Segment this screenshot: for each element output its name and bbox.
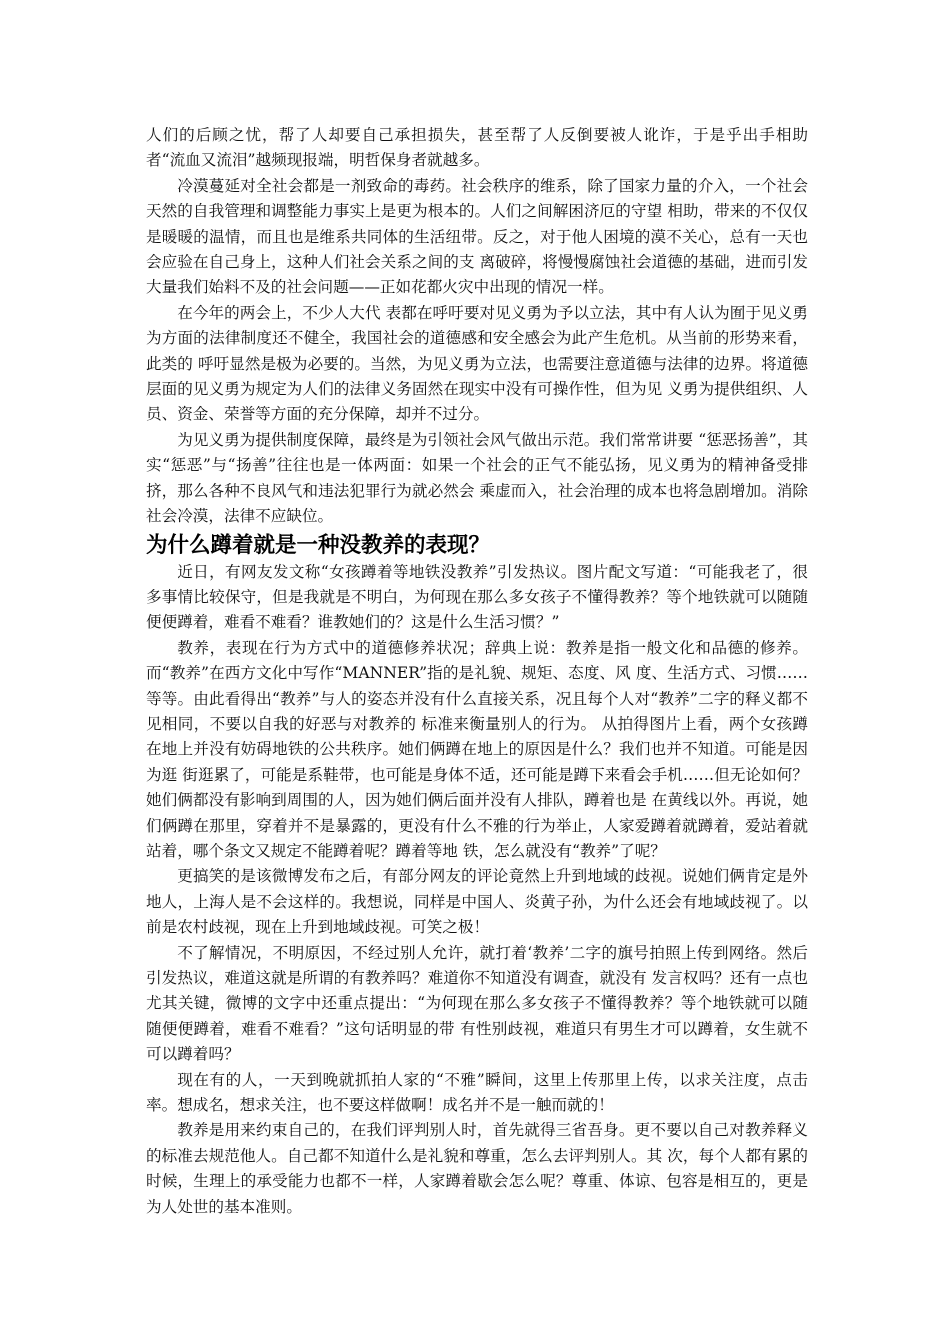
document-page bbox=[146, 123, 808, 1220]
paragraph: 近日，有网友发文称“女孩蹲着等地铁没教养”引发热议。图片配文写道：“可能我老了，很多事情比较保守，但是我就是不明白，为何现在那么多女孩子不懂得教养？等个地铁就可以随随便便蹲着，难看不难看？谁教她们的？这是什么生活习惯？” bbox=[146, 562, 808, 632]
paragraph: 在今年的两会上，不少人大代 表都在呼吁要对见义勇为予以立法，其中有人认为囿于见义勇为方面的法律制度还不健全，我国社会的道德感和安全感会为此产生危机。从当前的形势来看，此类的 呼吁显然是极为必要的。当然，为见义勇为立法，也需要注意道德与法律的边界。将道德层面的见义勇为规定为人们的法律义务固然在现实中没有可操作性，但为见 义勇为提供组织、人员、资金、荣誉等方面的充分保障，却并不过分。 bbox=[146, 303, 808, 424]
paragraph: 教养，表现在行为方式中的道德修养状况；辞典上说：教养是指一般文化和品德的修养。而“教养”在西方文化中写作“MANNER”指的是礼貌、规矩、态度、风 度、生活方式、习惯……等等。由此看得出“教养”与人的姿态并没有什么直接关系，况且每个人对“教养”二字的释义都不见相同，不要以自我的好恶与对教养的 标准来衡量别人的行为。 从拍得图片上看，两个女孩蹲在地上并没有妨碍地铁的公共秩序。她们俩蹲在地上的原因是什么？我们也并不知道。可能是因为逛 街逛累了，可能是系鞋带，也可能是身体不适，还可能是蹲下来看会手机……但无论如何？她们俩都没有影响到周围的人，因为她们俩后面并没有人排队，蹲着也是 在黄线以外。再说，她们俩蹲在那里，穿着并不是暴露的，更没有什么不雅的行为举止，人家爱蹲着就蹲着，爱站着就站着，哪个条文又规定不能蹲着呢？蹲着等地 铁，怎么就没有“教养”了呢？ bbox=[146, 638, 808, 860]
article-title: 为什么蹲着就是一种没教养的表现？ bbox=[146, 532, 491, 558]
paragraph: 为见义勇为提供制度保障，最终是为引领社会风气做出示范。我们常常讲要 “惩恶扬善”，其实“惩恶”与“扬善”往往也是一体两面：如果一个社会的正气不能弘扬，见义勇为的精神备受排挤，那么各种不良风气和违法犯罪行为就必然会 乘虚而入，社会治理的成本也将急剧增加。消除社会冷漠，法律不应缺位。 bbox=[146, 430, 808, 526]
paragraph: 不了解情况，不明原因，不经过别人允许，就打着‘教养’二字的旗号拍照上传到网络。然后引发热议，难道这就是所谓的有教养吗？难道你不知道没有调查，就没有 发言权吗？还有一点也尤其关键，微博的文字中还重点提出：“为何现在那么多女孩子不懂得教养？等个地铁就可以随随便便蹲着，难看不难看？”这句话明显的带 有性别歧视，难道只有男生才可以蹲着，女生就不可以蹲着吗？ bbox=[146, 943, 808, 1064]
paragraph: 教养是用来约束自己的，在我们评判别人时，首先就得三省吾身。更不要以自己对教养释义的标准去规范他人。自己都不知道什么是礼貌和尊重，怎么去评判别人。其 次，每个人都有累的时候，生理上的承受能力也都不一样，人家蹲着歇会怎么呢？尊重、体谅、包容是相互的，更是为人处世的基本准则。 bbox=[146, 1121, 808, 1216]
paragraph-continuation: 人们的后顾之忧，帮了人却要自己承担损失，甚至帮了人反倒要被人讹诈，于是乎出手相助者“流血又流泪”越频现报端，明哲保身者就越多。 bbox=[146, 126, 808, 170]
paragraph: 更搞笑的是该微博发布之后，有部分网友的评论竟然上升到地域的歧视。说她们俩肯定是外地人，上海人是不会这样的。我想说，同样是中国人、炎黄子孙，为什么还会有地域歧视了。以前是农村歧视，现在上升到地域歧视。可笑之极！ bbox=[146, 867, 808, 937]
paragraph: 冷漠蔓延对全社会都是一剂致命的毒药。社会秩序的维系，除了国家力量的介入，一个社会天然的自我管理和调整能力事实上是更为根本的。人们之间解困济厄的守望 相助，带来的不仅仅是暖暖的温情，而且也是维系共同体的生活纽带。反之，对于他人困境的漠不关心，总有一天也会应验在自己身上，这种人们社会关系之间的支 离破碎，将慢慢腐蚀社会道德的基础，进而引发大量我们始料不及的社会问题——正如花都火灾中出现的情况一样。 bbox=[146, 176, 808, 297]
paragraph: 现在有的人，一天到晚就抓拍人家的“不雅”瞬间，这里上传那里上传，以求关注度，点击率。想成名，想求关注，也不要这样做啊！成名并不是一触而就的！ bbox=[146, 1070, 808, 1115]
